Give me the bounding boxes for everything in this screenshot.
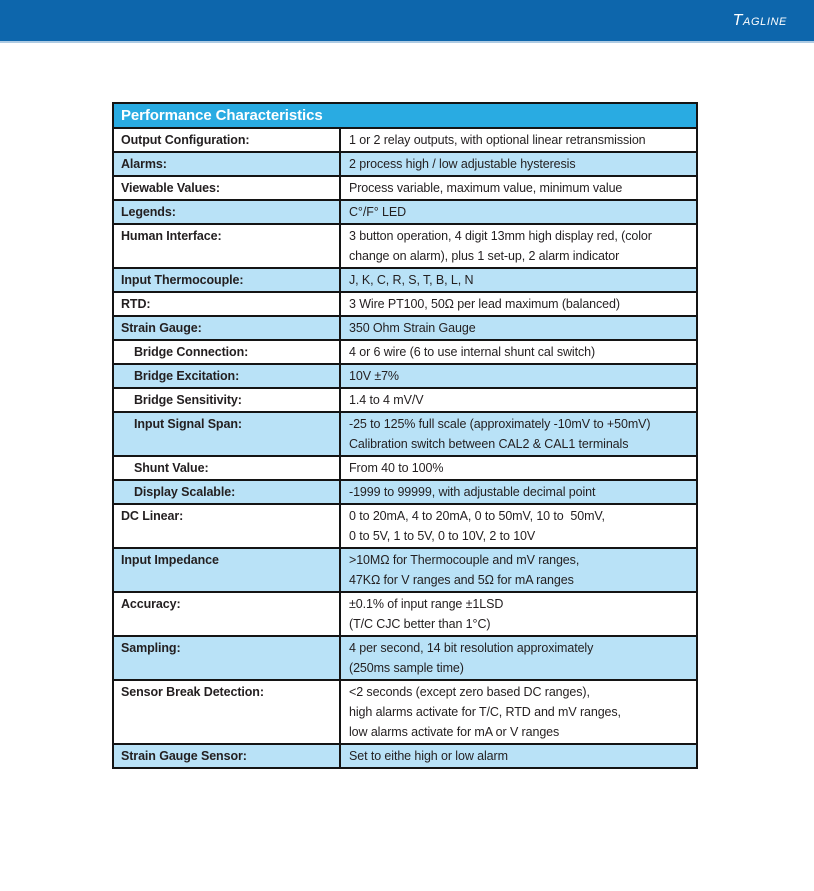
- top-brand-bar: [0, 0, 814, 43]
- spec-label: Output Configuration:: [114, 129, 341, 151]
- row-shunt-value: [114, 455, 696, 479]
- spec-label: Human Interface:: [114, 225, 341, 267]
- spec-value: 0 to 20mA, 4 to 20mA, 0 to 50mV, 10 to 50mV, 0 to 5V, 1 to 5V, 0 to 10V, 2 to 10V: [349, 509, 605, 543]
- row-human-interface: [114, 223, 696, 267]
- spec-value: 350 Ohm Strain Gauge: [349, 321, 476, 335]
- spec-value: J, K, C, R, S, T, B, L, N: [349, 273, 474, 287]
- row-legends: [114, 199, 696, 223]
- spec-label: Strain Gauge:: [114, 317, 341, 339]
- row-display-scalable: [114, 479, 696, 503]
- spec-label: Sampling:: [114, 637, 341, 679]
- row-sampling: [114, 635, 696, 679]
- row-strain-gauge-sensor: [114, 743, 696, 767]
- tagline-text: Tagline: [732, 11, 787, 29]
- spec-value: 10V ±7%: [349, 369, 399, 383]
- spec-label: Bridge Excitation:: [114, 365, 341, 387]
- row-input-impedance: [114, 547, 696, 591]
- spec-value: 4 or 6 wire (6 to use internal shunt cal switch): [349, 345, 596, 359]
- spec-label: Legends:: [114, 201, 341, 223]
- spec-value: 2 process high / low adjustable hysteresis: [349, 157, 576, 171]
- spec-value: 1 or 2 relay outputs, with optional linear retransmission: [349, 133, 646, 147]
- spec-value: ±0.1% of input range ±1LSD (T/C CJC better than 1°C): [349, 597, 504, 631]
- spec-value: Set to eithe high or low alarm: [349, 749, 508, 763]
- spec-value: <2 seconds (except zero based DC ranges), high alarms activate for T/C, RTD and mV ranges, low alarms activate for mA or V ranges: [349, 685, 621, 739]
- spec-value: 3 Wire PT100, 50Ω per lead maximum (balanced): [349, 297, 620, 311]
- spec-label: DC Linear:: [114, 505, 341, 547]
- row-input-signal-span: [114, 411, 696, 455]
- row-input-thermocouple: [114, 267, 696, 291]
- spec-label: Display Scalable:: [114, 481, 341, 503]
- row-bridge-sensitivity: [114, 387, 696, 411]
- spec-value: >10MΩ for Thermocouple and mV ranges, 47KΩ for V ranges and 5Ω for mA ranges: [349, 553, 580, 587]
- table-title: Performance Characteristics: [114, 104, 696, 127]
- spec-label: Viewable Values:: [114, 177, 341, 199]
- spec-value: -1999 to 99999, with adjustable decimal point: [349, 485, 596, 499]
- spec-value: 3 button operation, 4 digit 13mm high display red, (color change on alarm), plus 1 set-up, 2 alarm indicator: [349, 229, 652, 263]
- row-sensor-break-detection: [114, 679, 696, 743]
- row-output-configuration: [114, 127, 696, 151]
- row-accuracy: [114, 591, 696, 635]
- spec-label: Input Impedance: [114, 549, 341, 591]
- row-rtd: [114, 291, 696, 315]
- spec-label: Accuracy:: [114, 593, 341, 635]
- spec-value: Process variable, maximum value, minimum value: [349, 181, 623, 195]
- spec-label: Input Thermocouple:: [114, 269, 341, 291]
- row-bridge-excitation: [114, 363, 696, 387]
- spec-label: Alarms:: [114, 153, 341, 175]
- row-bridge-connection: [114, 339, 696, 363]
- row-alarms: [114, 151, 696, 175]
- row-strain-gauge: [114, 315, 696, 339]
- spec-label: Strain Gauge Sensor:: [114, 745, 341, 767]
- row-viewable-values: [114, 175, 696, 199]
- spec-value: 1.4 to 4 mV/V: [349, 393, 424, 407]
- spec-label: Bridge Connection:: [114, 341, 341, 363]
- spec-value: C°/F° LED: [349, 205, 407, 219]
- performance-characteristics-table: [112, 102, 698, 769]
- spec-value: From 40 to 100%: [349, 461, 444, 475]
- row-dc-linear: [114, 503, 696, 547]
- spec-label: Bridge Sensitivity:: [114, 389, 341, 411]
- spec-label: Sensor Break Detection:: [114, 681, 341, 743]
- spec-label: RTD:: [114, 293, 341, 315]
- spec-label: Shunt Value:: [114, 457, 341, 479]
- spec-value: 4 per second, 14 bit resolution approximately (250ms sample time): [349, 641, 594, 675]
- spec-label: Input Signal Span:: [114, 413, 341, 455]
- spec-value: -25 to 125% full scale (approximately -10mV to +50mV) Calibration switch between CAL2 & CAL1 terminals: [349, 417, 651, 451]
